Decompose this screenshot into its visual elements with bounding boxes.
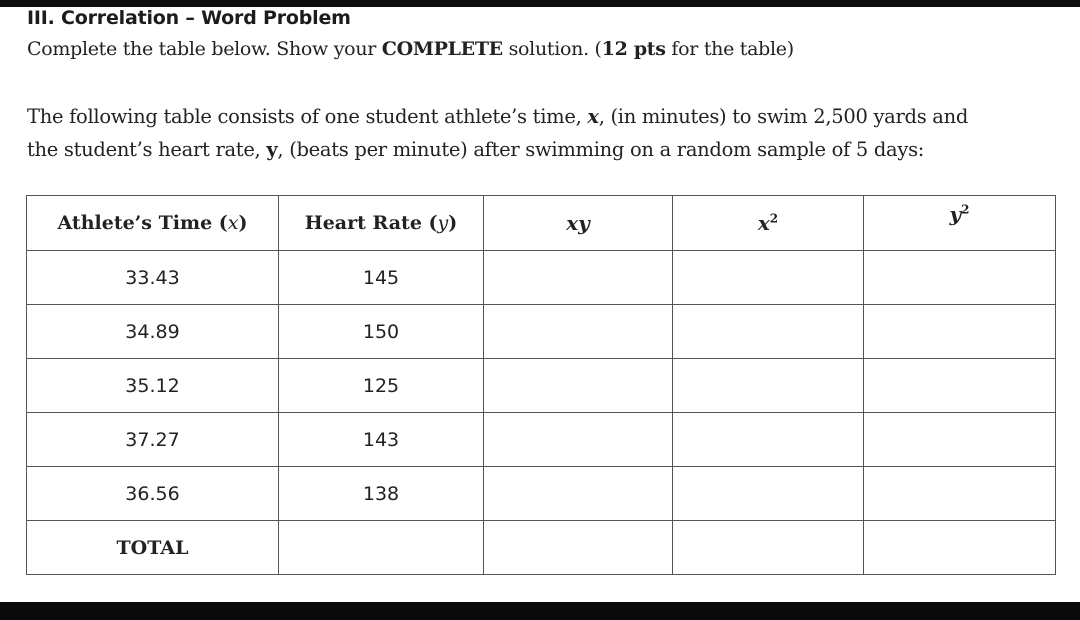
xy-cell[interactable] bbox=[484, 305, 673, 359]
rate-cell: 150 bbox=[279, 305, 484, 359]
top-border bbox=[0, 0, 1080, 7]
bottom-border bbox=[0, 602, 1080, 620]
time-cell: 33.43 bbox=[27, 251, 279, 305]
instruction-emphasis: COMPLETE bbox=[381, 38, 503, 60]
instruction-text bbox=[27, 38, 794, 60]
xy-cell[interactable] bbox=[484, 359, 673, 413]
y-squared-cell[interactable] bbox=[864, 359, 1056, 413]
x-squared-cell[interactable] bbox=[673, 467, 864, 521]
table-header-row bbox=[27, 196, 1056, 251]
table-row bbox=[27, 467, 1056, 521]
x-squared-cell[interactable] bbox=[673, 413, 864, 467]
table-row bbox=[27, 413, 1056, 467]
x-squared-cell[interactable] bbox=[673, 359, 864, 413]
time-cell: 36.56 bbox=[27, 467, 279, 521]
instruction-suffix: for the table) bbox=[665, 38, 794, 60]
x-squared-cell[interactable] bbox=[673, 305, 864, 359]
xy-cell[interactable] bbox=[484, 251, 673, 305]
variable-y: y bbox=[266, 138, 278, 161]
problem-description bbox=[27, 100, 1067, 166]
y-squared-cell[interactable] bbox=[864, 467, 1056, 521]
header-y-squared: $y^2$ bbox=[864, 196, 1056, 251]
instruction-points: 12 pts bbox=[601, 38, 666, 60]
rate-cell: 138 bbox=[279, 467, 484, 521]
xy-cell[interactable] bbox=[484, 413, 673, 467]
time-cell: 35.12 bbox=[27, 359, 279, 413]
description-line-2: the student’s heart rate, y, (beats per minute) after swimming on a random sample of 5 days: bbox=[27, 138, 925, 161]
total-row bbox=[27, 521, 1056, 575]
header-athlete-time: Athlete’s Time (x) bbox=[27, 196, 279, 251]
rate-cell: 143 bbox=[279, 413, 484, 467]
table-row bbox=[27, 305, 1056, 359]
y-squared-cell[interactable] bbox=[864, 413, 1056, 467]
total-label: TOTAL bbox=[27, 521, 279, 575]
total-x-squared-cell[interactable] bbox=[673, 521, 864, 575]
y-squared-cell[interactable] bbox=[864, 305, 1056, 359]
header-xy: xy bbox=[484, 196, 673, 251]
description-line-1: The following table consists of one student athlete’s time, x, (in minutes) to swim 2,500 yards and bbox=[27, 105, 969, 128]
table-row bbox=[27, 251, 1056, 305]
total-rate-cell[interactable] bbox=[279, 521, 484, 575]
rate-cell: 125 bbox=[279, 359, 484, 413]
time-cell: 34.89 bbox=[27, 305, 279, 359]
variable-x: x bbox=[587, 105, 599, 128]
correlation-table bbox=[26, 195, 1056, 575]
header-heart-rate: Heart Rate (y) bbox=[279, 196, 484, 251]
rate-cell: 145 bbox=[279, 251, 484, 305]
time-cell: 37.27 bbox=[27, 413, 279, 467]
y-squared-cell[interactable] bbox=[864, 251, 1056, 305]
xy-cell[interactable] bbox=[484, 467, 673, 521]
instruction-prefix: Complete the table below. Show your bbox=[27, 38, 382, 60]
x-squared-cell[interactable] bbox=[673, 251, 864, 305]
total-xy-cell[interactable] bbox=[484, 521, 673, 575]
instruction-middle: solution. ( bbox=[502, 38, 602, 60]
header-x-squared: $x^2$ bbox=[673, 196, 864, 251]
total-y-squared-cell[interactable] bbox=[864, 521, 1056, 575]
section-heading: III. Correlation – Word Problem bbox=[27, 7, 351, 29]
table-row bbox=[27, 359, 1056, 413]
